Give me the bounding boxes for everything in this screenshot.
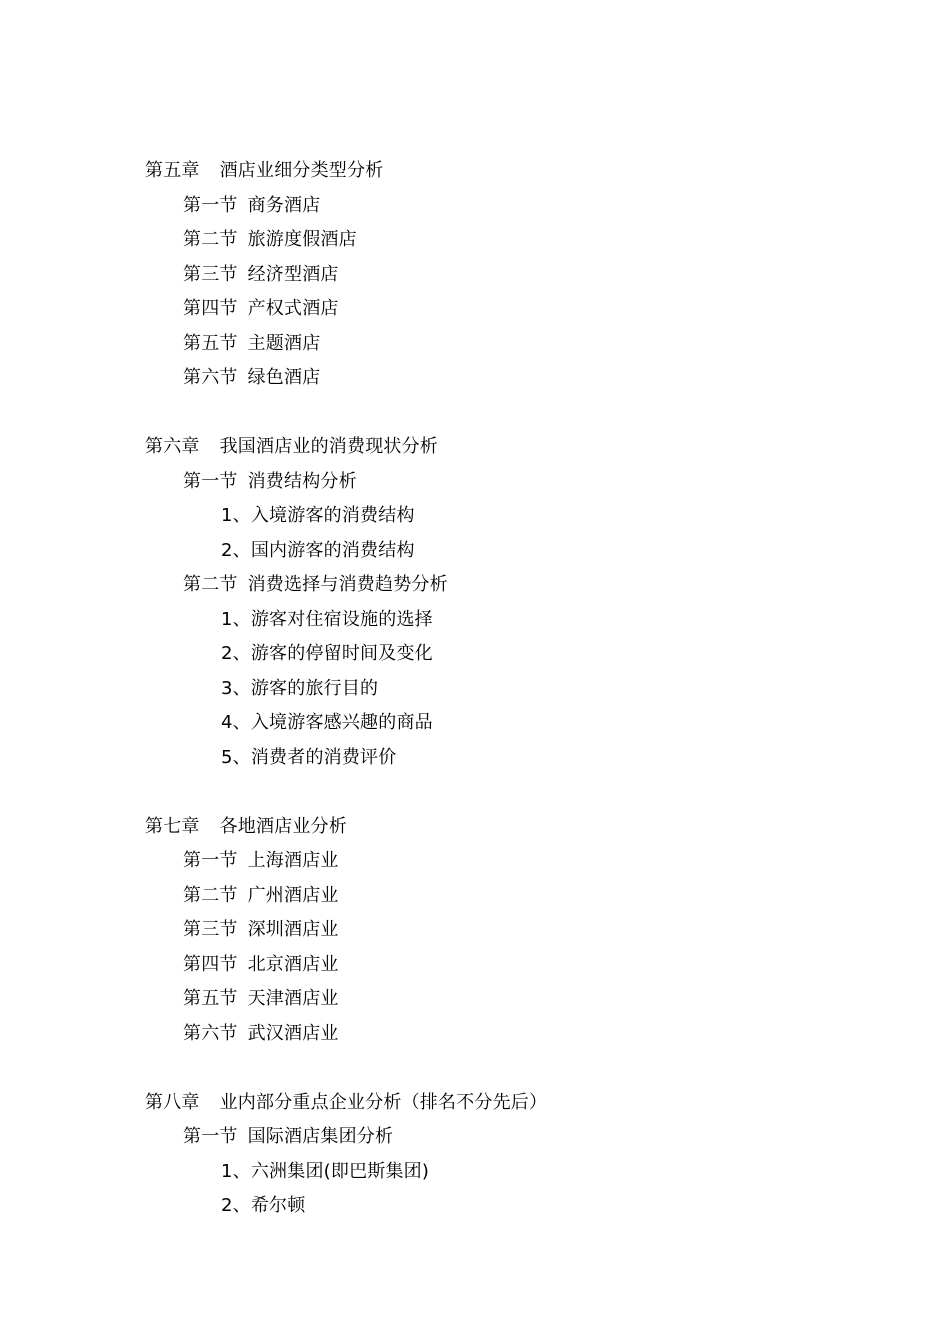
- subitem-text: 2、游客的停留时间及变化: [221, 643, 433, 664]
- section-number: 第四节: [183, 298, 238, 319]
- chapter-heading: [145, 1086, 905, 1121]
- section-title: 旅游度假酒店: [247, 229, 357, 250]
- subitem-entry: [145, 741, 905, 776]
- section-entry: [145, 1017, 905, 1052]
- chapter-block: [145, 810, 905, 1052]
- section-entry: [145, 879, 905, 914]
- section-number: 第一节: [183, 850, 238, 871]
- chapter-title: 各地酒店业分析: [219, 815, 348, 837]
- section-entry: [145, 844, 905, 879]
- section-number: 第五节: [183, 988, 238, 1009]
- subitem-text: 1、入境游客的消费结构: [221, 505, 415, 526]
- section-number: 第二节: [183, 229, 238, 250]
- subitem-entry: [145, 603, 905, 638]
- section-number: 第二节: [183, 574, 238, 595]
- chapter-heading: [145, 154, 905, 189]
- section-number: 第六节: [183, 367, 238, 388]
- section-entry: [145, 982, 905, 1017]
- chapter-number: 第七章: [145, 815, 200, 837]
- chapter-title: 业内部分重点企业分析（排名不分先后）: [219, 1091, 548, 1113]
- chapter-number: 第六章: [145, 436, 200, 457]
- subitem-text: 3、游客的旅行目的: [221, 677, 379, 699]
- section-title: 消费结构分析: [247, 470, 357, 492]
- chapter-title: 我国酒店业的消费现状分析: [219, 436, 439, 457]
- subitem-entry: [145, 1189, 905, 1224]
- chapter-block: [145, 154, 905, 396]
- section-title: 国际酒店集团分析: [247, 1126, 394, 1147]
- section-number: 第四节: [183, 953, 238, 975]
- section-number: 第二节: [183, 884, 238, 906]
- chapter-block: [145, 1086, 905, 1224]
- section-title: 经济型酒店: [247, 263, 339, 285]
- section-title: 主题酒店: [247, 332, 321, 354]
- subitem-text: 2、国内游客的消费结构: [221, 539, 415, 561]
- section-number: 第一节: [183, 470, 238, 492]
- subitem-entry: [145, 1155, 905, 1190]
- section-number: 第五节: [183, 332, 238, 354]
- subitem-text: 1、六洲集团(即巴斯集团): [221, 1160, 430, 1182]
- section-entry: [145, 465, 905, 500]
- chapter-number: 第八章: [145, 1091, 200, 1113]
- subitem-entry: [145, 637, 905, 672]
- chapter-number: 第五章: [145, 160, 200, 181]
- section-entry: [145, 361, 905, 396]
- section-title: 绿色酒店: [247, 367, 321, 388]
- section-entry: [145, 327, 905, 362]
- section-entry: [145, 223, 905, 258]
- table-of-contents: [145, 154, 905, 1258]
- section-title: 广州酒店业: [247, 884, 339, 906]
- subitem-text: 4、入境游客感兴趣的商品: [221, 712, 433, 733]
- section-entry: [145, 913, 905, 948]
- section-entry: [145, 1120, 905, 1155]
- section-entry: [145, 948, 905, 983]
- section-title: 消费选择与消费趋势分析: [247, 574, 448, 595]
- subitem-entry: [145, 534, 905, 569]
- section-title: 产权式酒店: [247, 298, 339, 319]
- section-number: 第三节: [183, 919, 238, 940]
- subitem-entry: [145, 672, 905, 707]
- section-title: 天津酒店业: [247, 988, 339, 1009]
- chapter-title: 酒店业细分类型分析: [219, 160, 384, 181]
- section-entry: [145, 568, 905, 603]
- section-entry: [145, 258, 905, 293]
- section-number: 第三节: [183, 263, 238, 285]
- chapter-heading: [145, 810, 905, 845]
- section-title: 上海酒店业: [247, 850, 339, 871]
- subitem-text: 5、消费者的消费评价: [221, 746, 397, 768]
- section-entry: [145, 189, 905, 224]
- subitem-entry: [145, 706, 905, 741]
- section-number: 第六节: [183, 1022, 238, 1044]
- subitem-text: 1、游客对住宿设施的选择: [221, 608, 433, 630]
- section-entry: [145, 292, 905, 327]
- section-title: 武汉酒店业: [247, 1022, 339, 1044]
- subitem-text: 2、希尔顿: [221, 1195, 306, 1216]
- subitem-entry: [145, 499, 905, 534]
- section-title: 深圳酒店业: [247, 919, 339, 940]
- section-title: 北京酒店业: [247, 953, 339, 975]
- section-number: 第一节: [183, 1126, 238, 1147]
- section-title: 商务酒店: [247, 194, 321, 216]
- chapter-block: [145, 430, 905, 775]
- chapter-heading: [145, 430, 905, 465]
- section-number: 第一节: [183, 194, 238, 216]
